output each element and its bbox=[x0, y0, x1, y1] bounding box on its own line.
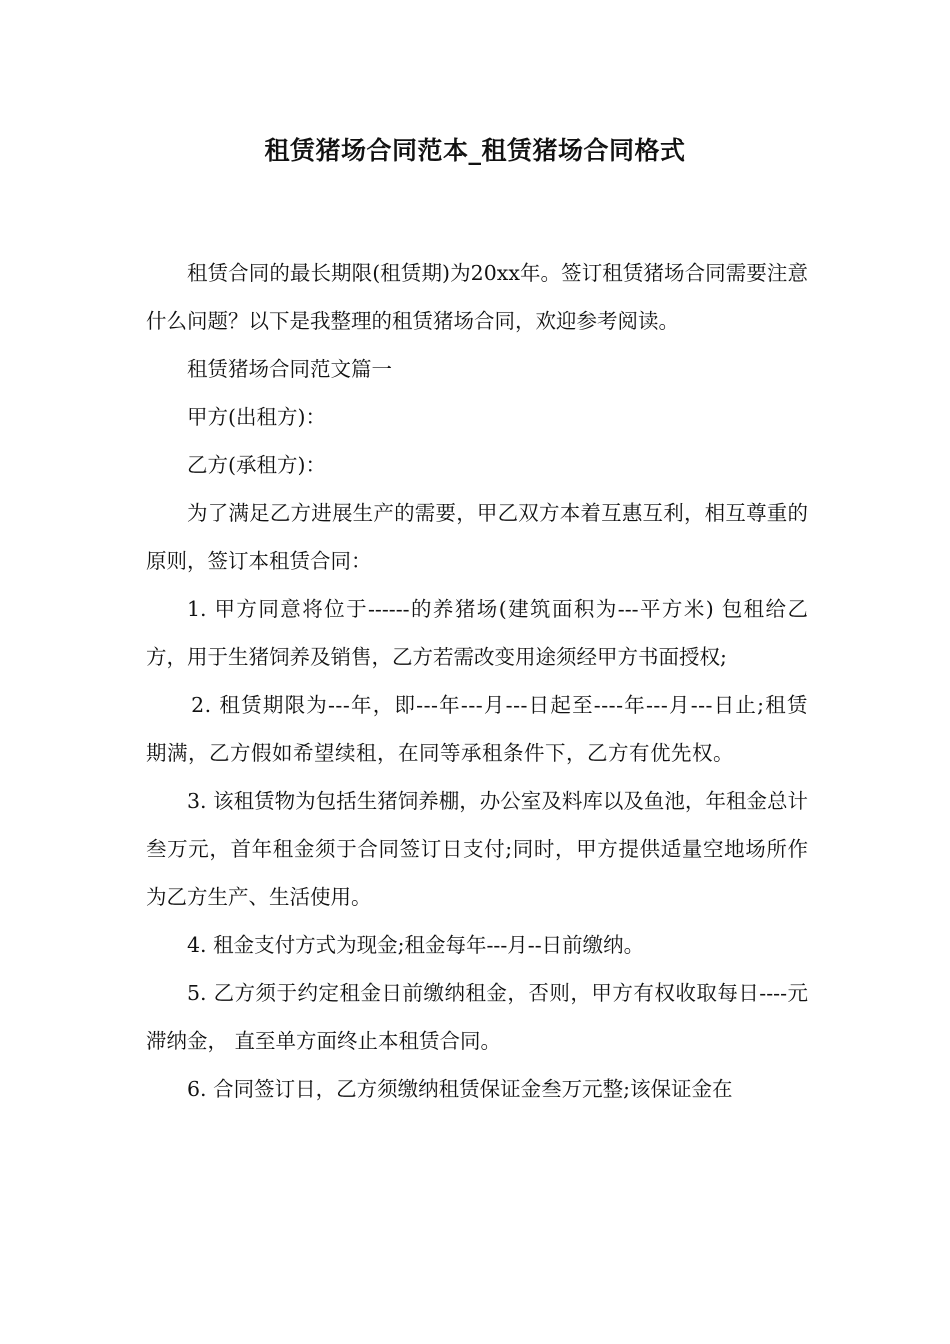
clause-3: 3. 该租赁物为包括生猪饲养棚，办公室及料库以及鱼池，年租金总计叁万元，首年租金须于合同签订日支付;同时，甲方提供适量空地场所作为乙方生产、生活使用。 bbox=[146, 789, 808, 909]
preamble-paragraph: 为了满足乙方进展生产的需要，甲乙双方本着互惠互利，相互尊重的原则，签订本租赁合同： bbox=[146, 501, 808, 573]
party-a-line: 甲方(出租方)： bbox=[187, 405, 326, 429]
document-body bbox=[146, 249, 808, 1113]
clause-6: 6. 合同签订日，乙方须缴纳租赁保证金叁万元整;该保证金在 bbox=[187, 1077, 733, 1101]
section-heading: 租赁猪场合同范文篇一 bbox=[187, 357, 392, 381]
clause-5: 5. 乙方须于约定租金日前缴纳租金，否则，甲方有权收取每日----元滞纳金， 直至单方面终止本租赁合同。 bbox=[146, 981, 808, 1053]
clause-2: 2. 租赁期限为---年，即---年---月---日起至----年---月---日止;租赁期满，乙方假如希望续租，在同等承租条件下，乙方有优先权。 bbox=[146, 693, 808, 765]
document-title: 租赁猪场合同范本_租赁猪场合同格式 bbox=[264, 136, 686, 165]
clause-4: 4. 租金支付方式为现金;租金每年---月--日前缴纳。 bbox=[187, 933, 645, 957]
clause-1: 1. 甲方同意将位于------的养猪场(建筑面积为---平方米) 包租给乙方，用于生猪饲养及销售，乙方若需改变用途须经甲方书面授权; bbox=[146, 597, 808, 669]
party-b-line: 乙方(承租方)： bbox=[187, 453, 326, 477]
intro-paragraph: 租赁合同的最长期限(租赁期)为20xx年。签订租赁猪场合同需要注意什么问题？以下是我整理的租赁猪场合同，欢迎参考阅读。 bbox=[146, 261, 808, 333]
